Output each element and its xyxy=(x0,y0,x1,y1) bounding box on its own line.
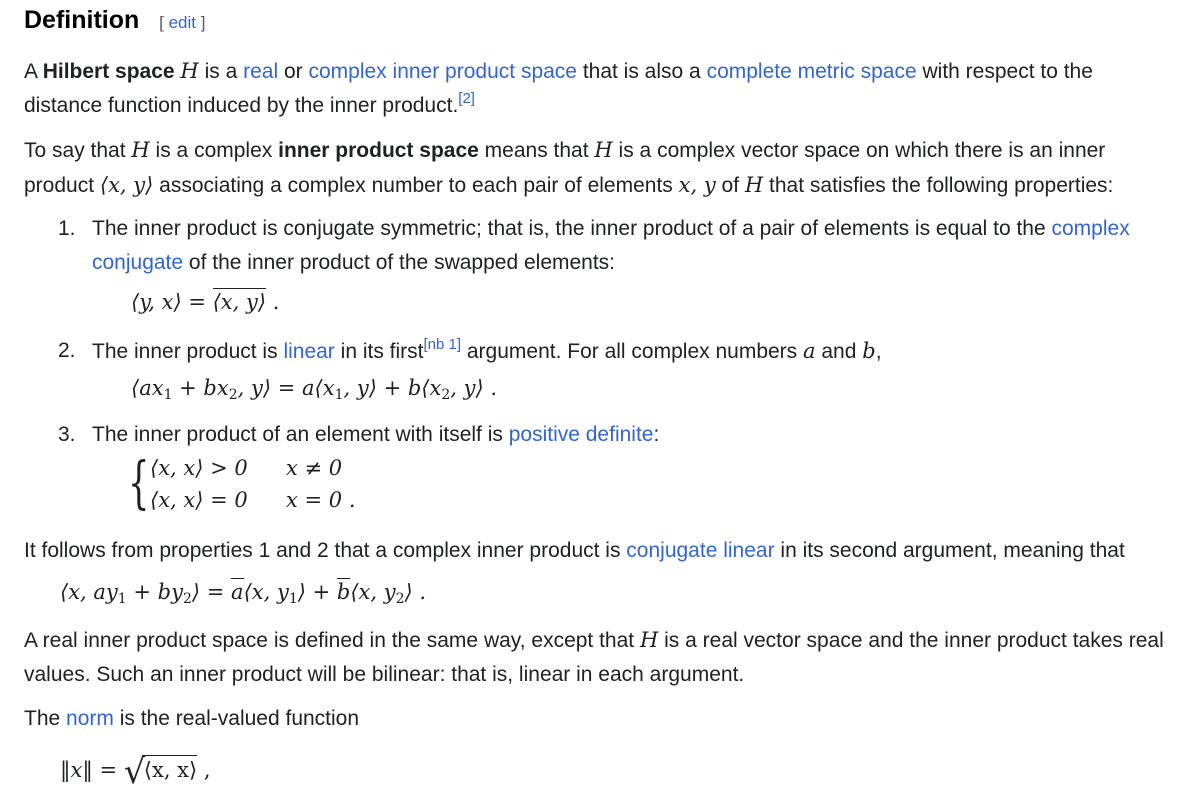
link-positive-definite[interactable]: positive definite xyxy=(508,423,654,446)
list-number: 3. xyxy=(58,423,76,446)
link-complete-metric-space[interactable]: complete metric space xyxy=(706,60,917,83)
math-H: H xyxy=(180,59,199,83)
overline-xy: ⟨x, y⟩ xyxy=(212,290,267,314)
math-xy: x, y xyxy=(678,173,716,197)
link-norm[interactable]: norm xyxy=(66,707,114,730)
link-real[interactable]: real xyxy=(243,60,279,83)
section-heading xyxy=(24,6,205,38)
list-number: 1. xyxy=(58,217,76,240)
link-inner-product-space[interactable]: inner product space xyxy=(392,60,577,83)
equation-linearity: $⟨ax_1 + bx_2$, y⟩ = $a⟨x_1$, y⟩ + $b⟨x_2$, y⟩ . xyxy=(131,376,498,403)
math-a: a xyxy=(803,339,816,363)
list-number: 2. xyxy=(58,339,76,362)
term-inner-product-space: inner product space xyxy=(278,139,479,162)
paragraph-inner-product-space: To say that H is a complex inner product space means that H is a complex vector space on which there is an inner product ⟨x, y⟩ associating a complex number to each pair of elements x, y of H that satisfies the following properties: xyxy=(24,138,1114,197)
link-conjugate-linear[interactable]: conjugate linear xyxy=(626,539,775,562)
equation-positive-definite-cases xyxy=(128,451,388,520)
case-row-1: ⟨x, x⟩ > 0 x ≠ 0 xyxy=(150,456,343,480)
math-H: H xyxy=(131,138,150,162)
brace-symbol: { xyxy=(128,451,150,516)
link-linear[interactable]: linear xyxy=(283,340,335,363)
note-nb-1[interactable]: [nb 1] xyxy=(423,336,462,353)
math-inner-product-xy: ⟨x, y⟩ xyxy=(99,173,154,197)
equation-norm: ‖x‖ = √ ⟨x, x⟩ , xyxy=(60,752,211,792)
section-title: Definition xyxy=(24,6,140,34)
bbar: b xyxy=(336,580,351,604)
paragraph-conjugate-linear: It follows from properties 1 and 2 that a complex inner product is conjugate linear in its second argument, meaning that xyxy=(24,539,1125,562)
radical-sign: √ xyxy=(123,752,146,792)
square-root: √ ⟨x, x⟩ xyxy=(123,752,198,792)
equation-conjugate-symmetry: ⟨y, x⟩ = ⟨x, y⟩ . xyxy=(131,290,280,314)
reference-2[interactable]: [2] xyxy=(458,90,475,107)
link-complex[interactable]: complex xyxy=(308,60,387,83)
math-H: H xyxy=(639,628,659,652)
paragraph-norm: The norm is the real-valued function xyxy=(24,707,360,730)
edit-section: [ edit ] xyxy=(159,13,206,32)
math-b: b xyxy=(862,339,876,363)
link-complex-conjugate[interactable]: complex conjugate xyxy=(92,217,1130,274)
paragraph-hilbert-definition: A Hilbert space H is a real or complex inner product space that is also a complete metric space with respect to the distance function induced by the inner product.[2] xyxy=(24,59,1093,117)
edit-link[interactable]: edit xyxy=(168,13,196,32)
term-hilbert-space: Hilbert space xyxy=(42,60,175,83)
abar: a xyxy=(231,580,244,604)
paragraph-real-inner-product: A real inner product space is defined in the same way, except that H is a real vector space and the inner product takes real values. Such an inner product will be bilinear: that is, linear in each argument. xyxy=(24,628,1164,686)
equation-conjugate-linearity: ⟨x, $ay_1$ + $by_2⟩$ = a⟨x, $y_1⟩$ + b⟨x, $y_2⟩$ . xyxy=(60,580,427,607)
math-H: H xyxy=(594,138,613,162)
case-row-2: ⟨x, x⟩ = 0 x = 0 . xyxy=(150,488,356,512)
math-H: H xyxy=(744,173,764,197)
